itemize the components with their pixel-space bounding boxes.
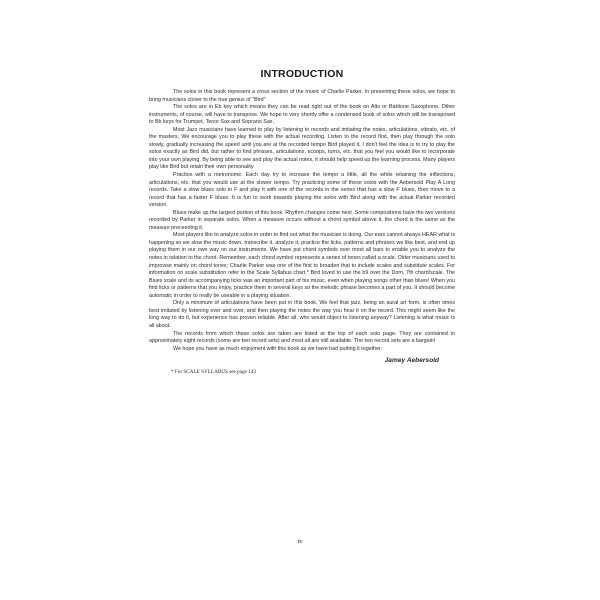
paragraph-listening: Most Jazz musicians have learned to play by listening to records and imitating the notes, articulations, vibrato, etc. of the masters. We encourage you to play these with the actual recording. Listen to the record first, then play through the solo slowly, gradually increasing the speed until you are at the recorded tempo Bird played it. I don't feel the idea is to try to play the solos exactly as Bird did, but rather to find phrases, articulations, scoops, turns, etc. that you feel you would like to incorporate into your own playing. By being able to see and play the actual notes, it should help speed up the learning process. Many players play like Bird but retain their own personality. [149, 126, 455, 171]
paragraph-intro: The solos in this book represent a cross section of the music of Charlie Parker. In presenting these solos, we hope to bring musicians closer to the true genius of ''Bird'' [149, 89, 455, 103]
page-title: INTRODUCTION [260, 68, 344, 80]
footnote: * For SCALE SYLLABUS see page 143 [171, 368, 257, 375]
paragraph-closing: We hope you have as much enjoyment with this book as we have had putting it together. [173, 345, 383, 352]
paragraph-articulations: Only a minimum of articulations have been put in this book. We feel that jazz, being an aural art form, is often times best imitated by listening over and over, and then playing the notes the way you hear it on the record. This might seem like the long way to do it, but experience has proven reliable. After all, who would object to listening anyway? Listening is what music is all about. [149, 300, 455, 329]
author-signature: Jamey Aebersold [384, 357, 439, 365]
paragraph-metronome: Practice with a metronome. Each day try to increase the tempo a little, all the while retaining the inflections, articulations, etc. that you would use at the slower tempo. Try practicing some of these solos with the Aebersold Play A Long records. Take a slow blues solo in F and play it with one of the records in the series that has a slow F blues, then move to a record that has a faster F blues. It is fun to work towards playing the solos with Bird along with the actual Parker recorded version. [149, 172, 455, 209]
paragraph-records: The records from which these solos are taken are listed at the top of each solo page. They are contained in approximately eight records (some are two record sets) and most all are still available. The two record sets are a bargain! [149, 330, 455, 345]
document-page [149, 68, 455, 376]
paragraph-blues: Blues make up the largest portion of this book. Rhythm changes come next. Some compositions have the two versions recorded by Parker in separate solos. When a measure occurs without a chord symbol above it, the chord is the same as the measure preceeding it. [149, 209, 455, 231]
paragraph-analyze: Most players like to analyze solos in order to find out what the musician is doing. Our ears cannot always HEAR what is happening so we slow the music down, transcribe it, analyze it, practice the licks, patterns and phrases we like best, and end up playing them in our own way on our instruments. We have put chord symbols over most all bars to enable you to analyze the notes in relation to the chord. Remember, each chord symbol represents a series of tones called a scale. Older musicians used to improvise mainly on chord tones; Charlie Parker was one of the first to broaden that to include scales and substitute scales. For information on scale substitution refer to the Scale Syllabus chart.* Bird loved to use the b9 over the Dom. 7th chord/scale. The Blues scale and its accompanying licks was an important part of his music, even when playing songs other than blues! When you find licks or patterns that you enjoy, practice them in several keys so the melodic phrase becomes a part of you. It should become automatic in order to really be useable in a playing situation. [149, 232, 455, 299]
paragraph-keys: The solos are in Eb key which means they can be read right out of the book on Alto or Baritone Saxophone. Other instruments, of course, will have to transpose. We hope to very shortly offer a condensed book of solos which will be transposed to Bb keys for Trumpet, Tenor Sax and Soprano Sax. [149, 104, 455, 126]
page-number: iv [297, 538, 303, 545]
